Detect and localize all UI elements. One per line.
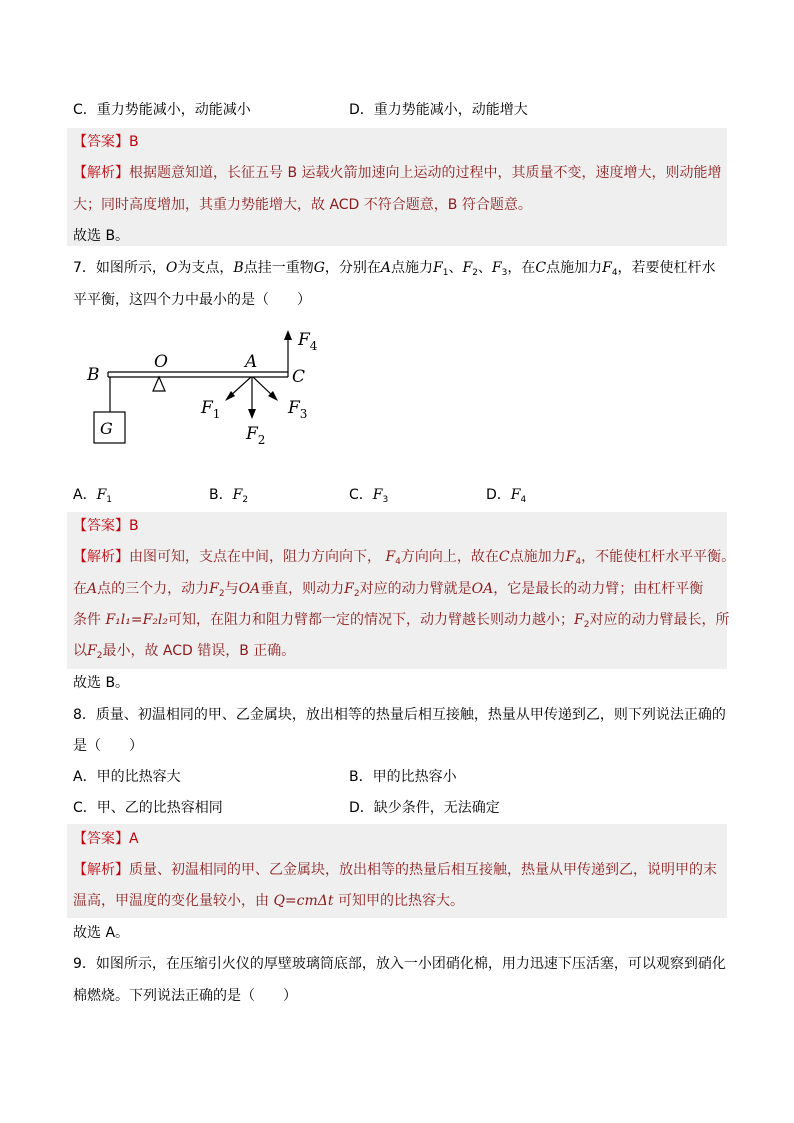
- q7-option-a: A．$F_1$: [73, 487, 113, 505]
- label-c: C: [292, 367, 306, 387]
- fulcrum-triangle: [153, 377, 165, 391]
- q8-choose: 故选 A。: [73, 925, 130, 941]
- label-a: A: [245, 352, 258, 372]
- q8-stem-line1: 8．质量、初温相同的甲、乙金属块，放出相等的热量后相互接触，热量从甲传递到乙，则下列说法正确的: [73, 707, 726, 723]
- label-f3: $F_3$: [288, 398, 308, 421]
- q8-option-d: D．缺少条件，无法确定: [349, 800, 500, 816]
- q6-option-c: C．重力势能减小，动能减小: [73, 102, 251, 118]
- label-o: O: [154, 352, 168, 372]
- q6-option-d: D．重力势能减小，动能增大: [349, 102, 528, 118]
- q8-option-a: A．甲的比热容大: [73, 769, 181, 785]
- q7-stem-line1: 7．如图所示，O为支点，B点挂一重物G，分别在A点施力$F_1$、$F_2$、$F_3$，在C点施加力$F_4$，若要使杠杆水: [73, 260, 716, 278]
- label-g: G: [100, 419, 113, 438]
- q9-stem-line1: 9．如图所示，在压缩引火仪的厚壁玻璃筒底部，放入一小团硝化棉，用力迅速下压活塞，可以观察到硝化: [73, 956, 726, 972]
- analysis-text: 根据题意知道，长征五号 B 运载火箭加速向上运动的过程中，其质量不变，速度增大，则动能增: [129, 165, 722, 181]
- q7-analysis-line1: 【解析】由图可知，支点在中间，阻力方向向下， $F_4$方向向上，故在C点施加力$F_4$，不能使杠杆水平平衡。: [73, 549, 736, 567]
- q7-option-c: C．$F_3$: [349, 487, 389, 505]
- q8-analysis-line2: 温高，甲温度的变化量较小，由 Q=cmΔt 可知甲的比热容大。: [73, 893, 464, 909]
- q7-analysis-line3: 条件 F₁l₁=F₂l₂可知，在阻力和阻力臂都一定的情况下，动力臂越长则动力越小；$F_2$对应的动力臂最长，所: [73, 612, 730, 630]
- q6-answer-block: [67, 128, 727, 246]
- q7-option-b: B．$F_2$: [209, 487, 249, 505]
- answer-value: B: [129, 134, 139, 150]
- q7-answer: 【答案】B: [73, 518, 139, 534]
- label-b: B: [87, 365, 100, 385]
- label-f4: $F_4$: [298, 330, 318, 353]
- q8-analysis-line1: 【解析】质量、初温相同的甲、乙金属块，放出相等的热量后相互接触，热量从甲传递到乙，说明甲的末: [73, 862, 717, 878]
- q8-stem-line2: 是（ ）: [73, 738, 143, 754]
- q9-stem-line2: 棉燃烧。下列说法正确的是（ ）: [73, 988, 297, 1004]
- label-f1: $F_1$: [201, 398, 221, 421]
- q7-choose: 故选 B。: [73, 675, 130, 691]
- q7-analysis-line2: 在A点的三个力，动力$F_2$与OA垂直，则动力$F_2$对应的动力臂就是OA，它是最长的动力臂；由杠杆平衡: [73, 581, 704, 599]
- label-f2: $F_2$: [246, 424, 266, 447]
- q7-option-d: D．$F_4$: [486, 487, 527, 505]
- analysis-text: 大；同时高度增加，其重力势能增大，故 ACD 不符合题意，B 符合题意。: [73, 197, 532, 213]
- q8-answer: 【答案】A: [73, 831, 139, 847]
- q7-analysis-line4: 以$F_2$最小，故 ACD 错误，B 正确。: [73, 643, 296, 661]
- lever-diagram: [80, 325, 340, 455]
- q8-option-b: B．甲的比热容小: [349, 769, 457, 785]
- analysis-tag: 【解析】: [73, 165, 129, 181]
- q6-analysis-line1: [73, 163, 722, 183]
- q7-stem-line2: 平平衡，这四个力中最小的是（ ）: [73, 292, 311, 308]
- q6-answer: [73, 132, 139, 152]
- q8-option-c: C．甲、乙的比热容相同: [73, 800, 223, 816]
- q6-choose: 故选 B。: [73, 228, 130, 244]
- answer-tag: 【答案】: [73, 134, 129, 150]
- q6-analysis-line2: [73, 195, 532, 215]
